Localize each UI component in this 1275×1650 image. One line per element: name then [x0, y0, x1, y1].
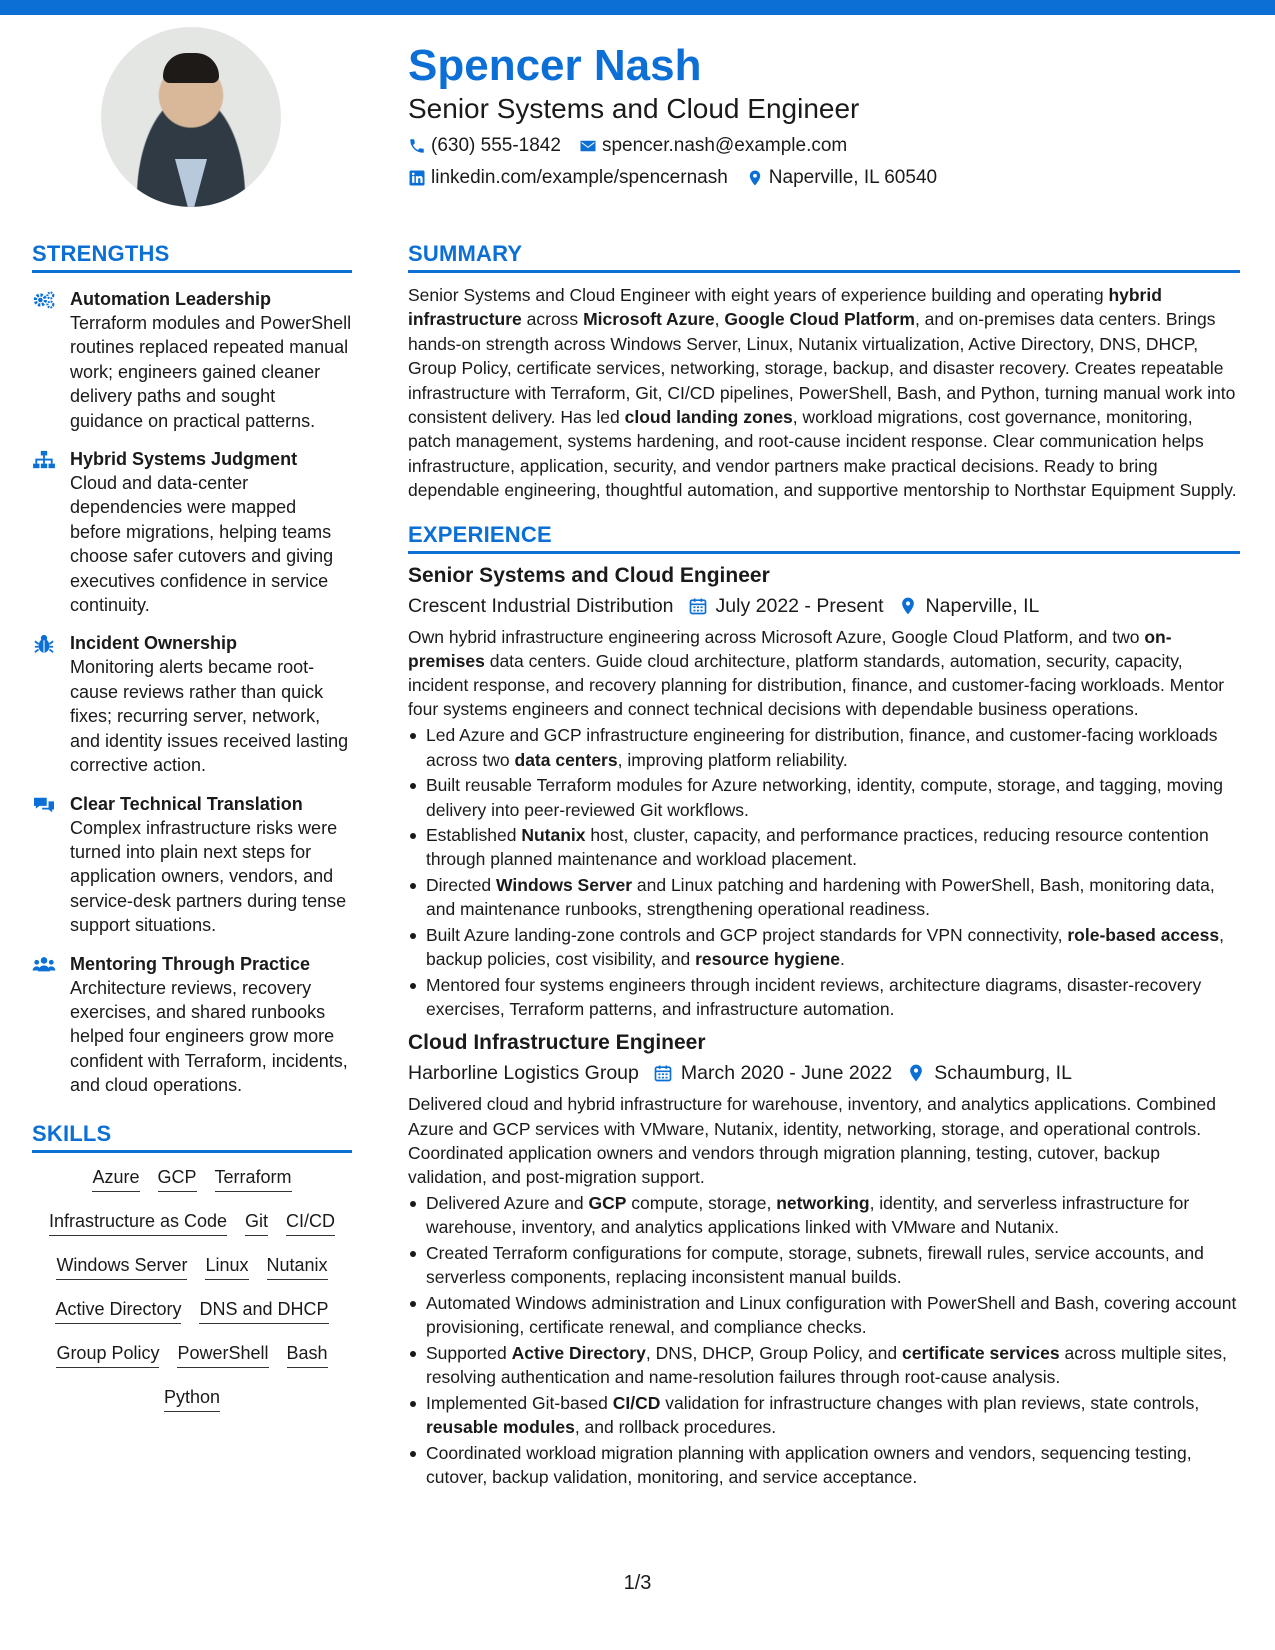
location-item [746, 166, 937, 190]
phone-item [408, 134, 561, 158]
bullet-item [408, 873, 1240, 921]
company-text: Crescent Industrial Distribution [408, 594, 674, 617]
calendar-icon [653, 1063, 673, 1083]
strength-title: Automation Leadership [70, 289, 272, 309]
strength-title: Mentoring Through Practice [70, 953, 311, 974]
bold-phrase: on-premises [408, 626, 1172, 671]
text-run: Coordinated workload migration planning with application owners and vendors, sequencing testing, cutover, backup validation, monitoring, and service acceptance. [426, 1442, 1192, 1487]
text-run: Directed [426, 875, 497, 896]
strength-title: Hybrid Systems Judgment [70, 449, 298, 470]
job-location [906, 1060, 1072, 1086]
comments-icon [32, 795, 56, 815]
skill-row [32, 1209, 352, 1236]
bold-phrase: Active Directory [511, 1342, 646, 1363]
summary-heading: SUMMARY [408, 240, 1240, 273]
location-text: Schaumburg, IL [934, 1062, 1072, 1085]
text-run: Implemented Git-based [426, 1392, 613, 1413]
page-number: 1/3 [623, 1572, 652, 1594]
candidate-name: Spencer Nash [408, 41, 702, 90]
bold-phrase: role-based access [1067, 925, 1220, 946]
skill-tag: Windows Server [56, 1253, 187, 1280]
bold-phrase: Nutanix [521, 825, 586, 846]
bold-phrase: cloud landing zones [624, 407, 793, 428]
dates-text: July 2022 - Present [715, 594, 884, 617]
company-name [408, 1060, 639, 1086]
bullet-item [408, 1291, 1240, 1339]
skill-tag: Linux [205, 1253, 248, 1280]
job-dates [688, 593, 884, 619]
text-run: Own hybrid infrastructure engineering across Microsoft Azure, Google Cloud Platform, and two [408, 626, 1145, 647]
text-run: and Linux patching and hardening with PowerShell, Bash, monitoring data, and maintenance runbooks, strengthening operational readiness. [426, 875, 1215, 920]
profile-photo [101, 27, 281, 207]
skill-tag: Terraform [215, 1165, 292, 1192]
skill-row [32, 1253, 352, 1280]
linkedin-text[interactable]: linkedin.com/example/spencernash [431, 167, 728, 188]
text-run: Delivered cloud and hybrid infrastructure for warehouse, inventory, and analytics applications. Combined Azure and GCP services with VMware, Nutanix, identity, networking, storage, and operational controls. Coordinated application owners and vendors through migration planning, testing, cutover, backup validation, and post-migration support. [408, 1094, 1217, 1188]
skill-row [32, 1165, 352, 1192]
job-title: Senior Systems and Cloud Engineer [408, 563, 770, 587]
email-text[interactable]: spencer.nash@example.com [601, 135, 848, 156]
text-run: compute, storage, [626, 1193, 777, 1214]
text-run: Supported [426, 1342, 512, 1363]
skill-row [32, 1297, 352, 1324]
gears-icon [32, 290, 56, 310]
bullet-item [408, 1341, 1240, 1389]
skill-tag: Git [245, 1209, 268, 1236]
right-column [408, 240, 1240, 1491]
location-text: Naperville, IL [925, 594, 1040, 617]
text-run: data centers. Guide cloud architecture, platform standards, automation, security, capacity, incident response, and recovery planning for distribution, finance, and customer-facing workloads. Mentor four systems engineers and connect technical decisions with dependable business operations. [408, 650, 1225, 720]
skill-row [32, 1385, 352, 1412]
phone-icon [408, 137, 426, 155]
text-run: , [714, 309, 725, 330]
text-run: validation for infrastructure changes with plan reviews, state controls, [660, 1392, 1200, 1413]
phone-text: (630) 555-1842 [431, 135, 561, 156]
skills-heading: SKILLS [32, 1120, 352, 1153]
text-run: Led Azure and GCP infrastructure engineering for distribution, finance, and customer-facing workloads across two [426, 725, 1218, 770]
candidate-title: Senior Systems and Cloud Engineer [408, 93, 860, 124]
job-description [408, 625, 1240, 722]
bold-phrase: data centers [514, 749, 618, 770]
text-run: host, cluster, capacity, and performance practices, reducing resource contention through planned maintenance and workload placement. [426, 825, 1209, 870]
bold-phrase: GCP [588, 1193, 627, 1214]
summary-text [408, 283, 1240, 503]
skill-tag: Python [164, 1385, 220, 1412]
text-run: , workload migrations, cost governance, monitoring, patch management, systems hardening, and root-cause incident response. Clear communication helps infrastructure, application, security, and vendor partners make practical decisions. Ready to bring dependable engineering, thoughtful automation, and supportive mentorship to Northstar Equipment Supply. [408, 407, 1237, 501]
company-name [408, 593, 674, 619]
strength-text: Terraform modules and PowerShell routines replaced repeated manual work; engineers gained cleaner delivery paths and sought guidance on practical patterns. [70, 313, 352, 431]
linkedin-icon [408, 169, 426, 187]
skill-tag: Bash [287, 1341, 328, 1368]
sitemap-icon [32, 450, 56, 470]
linkedin-item[interactable] [408, 166, 728, 190]
strength-text: Architecture reviews, recovery exercises, and shared runbooks helped four engineers grow more confident with Terraform, incidents, and cloud operations. [70, 977, 348, 1096]
bullet-item [408, 773, 1240, 821]
strength-text: Cloud and data-center dependencies were mapped before migrations, helping teams choose safer cutovers and giving executives confidence in service continuity. [70, 473, 334, 616]
resume-header [408, 40, 1228, 190]
strength-text: Monitoring alerts became root-cause reviews rather than quick fixes; recurring server, network, and identity issues received lasting corrective action. [70, 657, 349, 776]
strength-item [32, 952, 352, 1098]
text-run: . [840, 949, 845, 970]
strengths-heading: STRENGTHS [32, 240, 352, 273]
bold-phrase: resource hygiene [695, 949, 841, 970]
contact-row-1 [408, 134, 1228, 158]
bullet-item [408, 1241, 1240, 1289]
job-title: Cloud Infrastructure Engineer [408, 1031, 706, 1055]
text-run: Built reusable Terraform modules for Azure networking, identity, compute, storage, and tagging, moving delivery into peer-reviewed Git workflows. [426, 775, 1223, 820]
text-run: Created Terraform configurations for compute, storage, subnets, firewall rules, service accounts, and serverless components, replacing inconsistent manual builds. [426, 1243, 1204, 1288]
skills-list [32, 1165, 352, 1412]
bold-phrase: Windows Server [496, 875, 633, 896]
text-run: , and rollback procedures. [574, 1417, 777, 1438]
envelope-icon [579, 137, 597, 155]
strength-item [32, 631, 352, 777]
skill-tag: CI/CD [286, 1209, 335, 1236]
text-run: Established [426, 825, 522, 846]
job-entry [408, 562, 1240, 1022]
users-icon [32, 955, 56, 975]
strength-text: Complex infrastructure risks were turned into plain next steps for application owners, vendors, and service-desk partners during tense support situations. [70, 817, 347, 936]
job-bullets [408, 723, 1240, 1021]
skill-tag: DNS and DHCP [199, 1297, 328, 1324]
bold-phrase: networking [776, 1193, 870, 1214]
bold-phrase: reusable modules [426, 1417, 575, 1438]
strength-item [32, 287, 352, 433]
company-text: Harborline Logistics Group [408, 1062, 639, 1085]
text-run: , improving platform reliability. [617, 749, 848, 770]
job-location [898, 593, 1040, 619]
email-item[interactable] [579, 134, 847, 158]
text-run: , DNS, DHCP, Group Policy, and [645, 1342, 902, 1363]
calendar-icon [688, 596, 708, 616]
map-pin-icon [906, 1063, 926, 1083]
skill-tag: Azure [92, 1165, 139, 1192]
bold-phrase: Microsoft Azure [583, 309, 715, 330]
text-run: across multiple sites, resolving authentication and name-resolution failures through root-cause analysis. [426, 1342, 1227, 1388]
location-text: Naperville, IL 60540 [768, 167, 938, 188]
experience-heading: EXPERIENCE [408, 521, 1240, 554]
bold-phrase: CI/CD [612, 1392, 661, 1413]
job-meta [408, 1060, 1240, 1086]
text-run: Delivered Azure and [426, 1193, 589, 1214]
text-run: , identity, and serverless infrastructure for warehouse, inventory, and analytics applications linked with VMware and Nutanix. [426, 1193, 1190, 1238]
strength-title: Clear Technical Translation [70, 793, 303, 814]
job-description [408, 1092, 1240, 1189]
bullet-item [408, 1441, 1240, 1489]
text-run: Mentored four systems engineers through incident reviews, architecture diagrams, disaster-recovery exercises, Terraform patterns, and infrastructure automation. [426, 975, 1202, 1020]
job-bullets [408, 1191, 1240, 1489]
bullet-item [408, 973, 1240, 1021]
left-column [32, 240, 352, 1429]
skill-tag: Group Policy [56, 1341, 159, 1368]
skill-tag: PowerShell [177, 1341, 268, 1368]
skill-tag: Active Directory [55, 1297, 181, 1324]
bold-phrase: hybrid infrastructure [408, 285, 1162, 330]
text-run: across [521, 309, 584, 330]
skill-tag: Nutanix [267, 1253, 328, 1280]
text-run: , backup policies, cost visibility, and [426, 925, 1224, 970]
text-run: , and on-premises data centers. Brings hands-on strength across Windows Server, Linux, Nutanix virtualization, Active Directory, DNS, DHCP, Group Policy, certificate services, networking, storage, backup, and disaster recovery. Creates repeatable infrastructure with Terraform, Git, CI/CD pipelines, PowerShell, Bash, and Python, turning manual work into consistent delivery. Has led [408, 309, 1236, 428]
bold-phrase: certificate services [901, 1342, 1060, 1363]
bullet-item [408, 723, 1240, 771]
skill-row [32, 1341, 352, 1368]
skill-tag: Infrastructure as Code [49, 1209, 227, 1236]
bullet-item [408, 1191, 1240, 1239]
bullet-item [408, 1391, 1240, 1439]
strength-item [32, 792, 352, 938]
bold-phrase: Google Cloud Platform [724, 309, 915, 330]
strength-item [32, 447, 352, 617]
text-run: Senior Systems and Cloud Engineer with eight years of experience building and operating [408, 285, 1109, 305]
text-run: Built Azure landing-zone controls and GCP project standards for VPN connectivity, [426, 925, 1068, 946]
bug-icon [32, 634, 56, 654]
top-accent-bar [0, 0, 1275, 15]
experience-list [408, 562, 1240, 1490]
map-pin-icon [898, 596, 918, 616]
bullet-item [408, 823, 1240, 871]
job-dates [653, 1060, 892, 1086]
skill-tag: GCP [158, 1165, 197, 1192]
job-entry [408, 1029, 1240, 1489]
job-meta [408, 593, 1240, 619]
strength-title: Incident Ownership [70, 633, 238, 654]
dates-text: March 2020 - June 2022 [680, 1062, 893, 1085]
bullet-item [408, 923, 1240, 971]
text-run: Automated Windows administration and Linux configuration with PowerShell and Bash, covering account provisioning, certificate renewal, and compliance checks. [426, 1293, 1237, 1338]
contact-row-2 [408, 166, 1228, 190]
map-pin-icon [746, 169, 764, 187]
